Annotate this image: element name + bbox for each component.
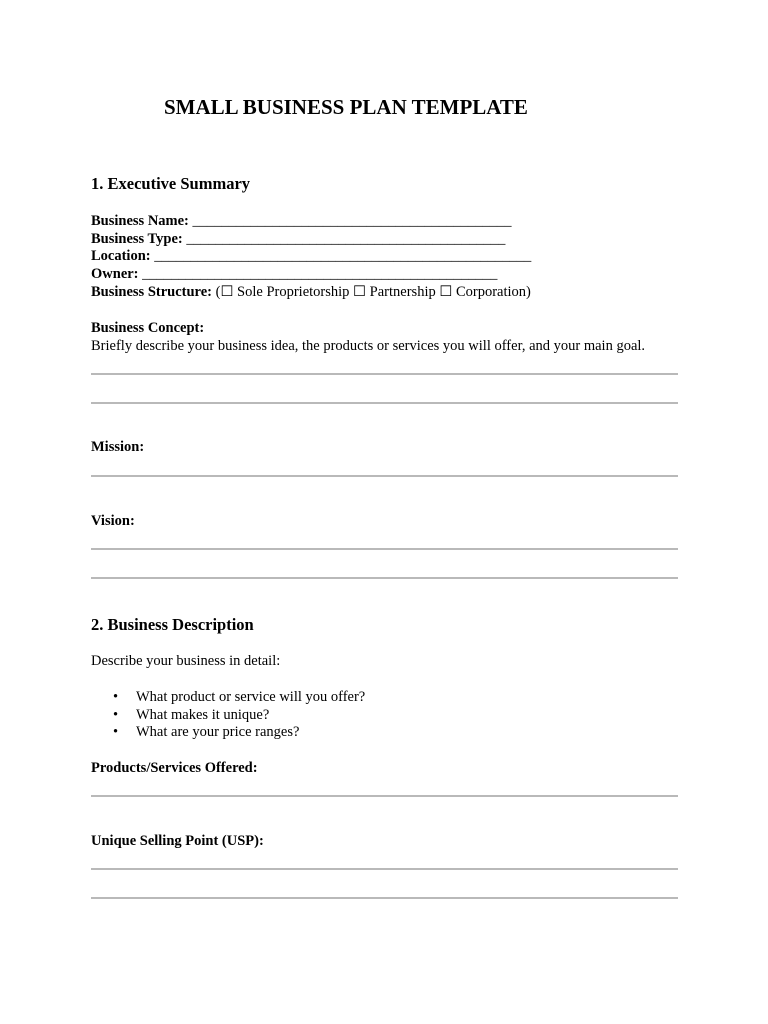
usp-answer-line-2[interactable] bbox=[91, 897, 678, 899]
business-name-blank[interactable]: ____________________________________________ bbox=[192, 213, 512, 229]
bullet-icon: • bbox=[113, 706, 119, 723]
list-item bbox=[91, 707, 365, 725]
business-structure-field bbox=[91, 284, 531, 302]
products-services-answer-line[interactable] bbox=[91, 795, 678, 797]
business-type-label: Business Type: bbox=[91, 230, 183, 247]
products-services-label: Products/Services Offered: bbox=[91, 760, 258, 776]
vision-answer-line-1[interactable] bbox=[91, 548, 678, 550]
mission-answer-line[interactable] bbox=[91, 475, 678, 477]
section-heading-business-description: 2. Business Description bbox=[91, 615, 254, 634]
list-item-text: What makes it unique? bbox=[136, 706, 270, 723]
business-structure-label: Business Structure: bbox=[91, 284, 212, 300]
list-item bbox=[91, 724, 365, 742]
business-concept-answer-line-2[interactable] bbox=[91, 402, 678, 404]
owner-label: Owner: bbox=[91, 265, 139, 282]
business-type-field bbox=[91, 231, 505, 249]
business-name-label: Business Name: bbox=[91, 213, 189, 229]
location-blank[interactable]: ____________________________________________________ bbox=[154, 248, 532, 264]
owner-field bbox=[91, 266, 497, 284]
business-concept-description: Briefly describe your business idea, the products or services you will offer, and your main goal. bbox=[91, 338, 646, 354]
mission-label: Mission: bbox=[91, 439, 145, 455]
bullet-icon: • bbox=[113, 689, 119, 705]
list-item-text: What product or service will you offer? bbox=[136, 689, 366, 705]
business-type-blank[interactable]: ____________________________________________ bbox=[186, 230, 506, 247]
section-heading-executive-summary: 1. Executive Summary bbox=[91, 174, 251, 193]
business-name-field bbox=[91, 213, 512, 231]
location-label: Location: bbox=[91, 248, 151, 264]
business-structure-options[interactable]: (☐ Sole Proprietorship ☐ Partnership ☐ Corporation) bbox=[211, 284, 531, 300]
list-item-text: What are your price ranges? bbox=[136, 724, 300, 740]
vision-label: Vision: bbox=[91, 513, 135, 529]
usp-answer-line-1[interactable] bbox=[91, 868, 678, 870]
business-description-intro: Describe your business in detail: bbox=[91, 653, 281, 669]
bullet-icon: • bbox=[113, 724, 119, 740]
owner-blank[interactable]: _________________________________________________ bbox=[142, 265, 498, 282]
business-description-bullet-list bbox=[91, 689, 365, 742]
business-concept-label: Business Concept: bbox=[91, 320, 205, 336]
list-item bbox=[91, 689, 365, 707]
location-field bbox=[91, 248, 531, 266]
business-concept-answer-line-1[interactable] bbox=[91, 373, 678, 375]
document-title: SMALL BUSINESS PLAN TEMPLATE bbox=[164, 95, 528, 119]
usp-label: Unique Selling Point (USP): bbox=[91, 833, 264, 849]
vision-answer-line-2[interactable] bbox=[91, 577, 678, 579]
